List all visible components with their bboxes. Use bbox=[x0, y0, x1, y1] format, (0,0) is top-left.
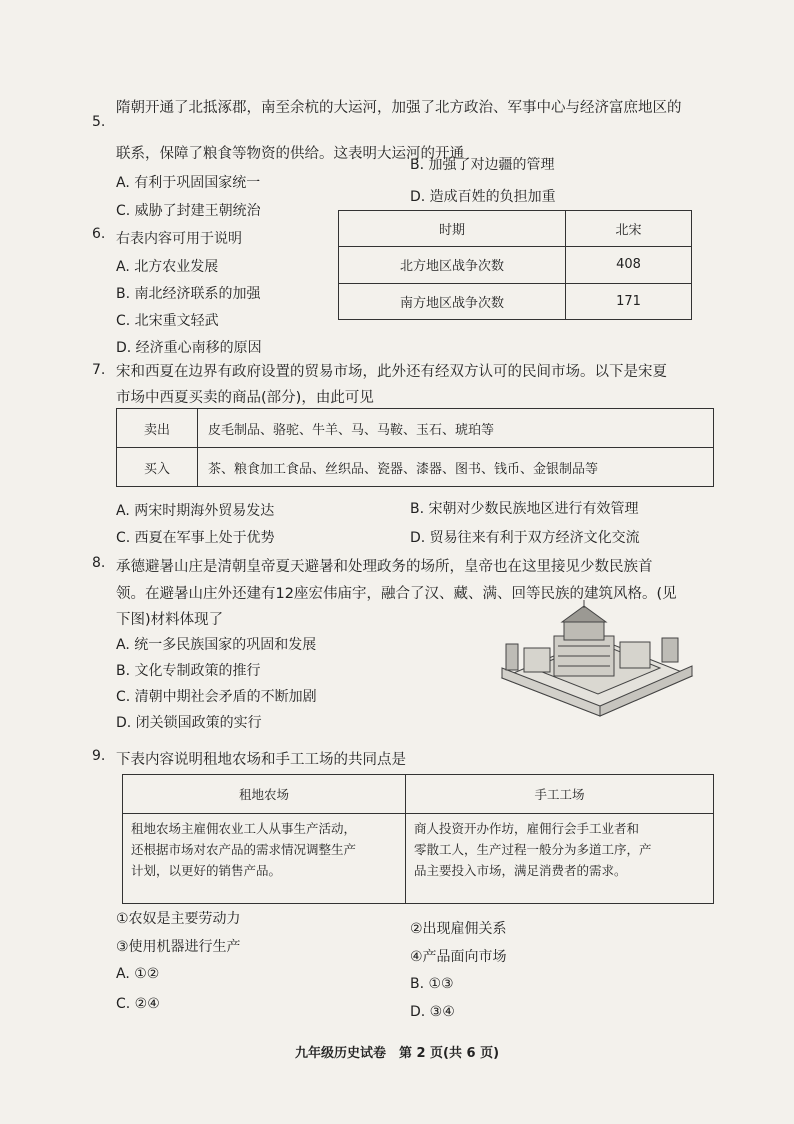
question-number: 7. bbox=[92, 362, 106, 378]
question-stem-line: 宋和西夏在边界有政府设置的贸易市场，此外还有经双方认可的民间市场。以下是宋夏 bbox=[116, 364, 667, 380]
statement-3: ③使用机器进行生产 bbox=[116, 939, 241, 955]
question-stem-line: 承德避暑山庄是清朝皇帝夏天避暑和处理政务的场所，皇帝也在这里接见少数民族首 bbox=[116, 559, 653, 575]
table-cell: 买入 bbox=[117, 448, 198, 487]
option-a: A. ①② bbox=[116, 966, 160, 982]
table-cell: 茶、粮食加工食品、丝织品、瓷器、漆器、图书、钱币、金银制品等 bbox=[198, 448, 714, 487]
table-header-cell: 时期 bbox=[339, 211, 566, 247]
option-d: D. 贸易往来有利于双方经济文化交流 bbox=[410, 530, 640, 546]
cell-line: 还根据市场对农产品的需求情况调整生产 bbox=[131, 842, 357, 857]
table-cell bbox=[406, 814, 714, 904]
option-c: C. 北宋重文轻武 bbox=[116, 313, 219, 329]
table-header-cell: 租地农场 bbox=[123, 775, 406, 814]
table-cell: 南方地区战争次数 bbox=[339, 283, 566, 319]
table-cell: 北方地区战争次数 bbox=[339, 247, 566, 283]
table-header-cell: 北宋 bbox=[566, 211, 692, 247]
statement-4: ④产品面向市场 bbox=[410, 949, 507, 965]
option-b: B. 文化专制政策的推行 bbox=[116, 663, 261, 679]
table-cell: 408 bbox=[566, 247, 692, 283]
comparison-table bbox=[122, 774, 714, 904]
war-count-table bbox=[338, 210, 692, 320]
question-number: 9. bbox=[92, 748, 106, 764]
option-c: C. ②④ bbox=[116, 996, 160, 1012]
option-c: C. 威胁了封建王朝统治 bbox=[116, 203, 261, 219]
table-header-cell: 手工工场 bbox=[406, 775, 714, 814]
table-row bbox=[117, 409, 714, 448]
option-a: A. 北方农业发展 bbox=[116, 259, 219, 275]
table-row bbox=[339, 283, 692, 319]
cell-line: 租地农场主雇佣农业工人从事生产活动， bbox=[131, 821, 357, 836]
temple-illustration bbox=[492, 598, 700, 720]
option-b: B. 南北经济联系的加强 bbox=[116, 286, 261, 302]
question-stem-line: 领。在避暑山庄外还建有12座宏伟庙宇，融合了汉、藏、满、回等民族的建筑风格。(见 bbox=[116, 586, 677, 602]
option-d: D. ③④ bbox=[410, 1004, 455, 1020]
statement-1: ①农奴是主要劳动力 bbox=[116, 911, 241, 927]
cell-line: 计划，以更好的销售产品。 bbox=[131, 863, 282, 878]
question-stem-line: 联系，保障了粮食等物资的供给。这表明大运河的开通 bbox=[116, 146, 464, 162]
option-b: B. 加强了对边疆的管理 bbox=[410, 157, 555, 173]
question-stem-line: 右表内容可用于说明 bbox=[116, 231, 242, 247]
option-b: B. 宋朝对少数民族地区进行有效管理 bbox=[410, 501, 639, 517]
option-d: D. 造成百姓的负担加重 bbox=[410, 189, 556, 205]
table-row bbox=[123, 814, 714, 904]
question-stem-line: 市场中西夏买卖的商品(部分)，由此可见 bbox=[116, 390, 374, 406]
option-d: D. 闭关锁国政策的实行 bbox=[116, 715, 262, 731]
option-b: B. ①③ bbox=[410, 976, 454, 992]
table-cell: 皮毛制品、骆驼、牛羊、马、马鞍、玉石、琥珀等 bbox=[198, 409, 714, 448]
cell-line: 零散工人，生产过程一般分为多道工序，产 bbox=[414, 842, 652, 857]
question-number: 5. bbox=[92, 114, 106, 130]
page-footer: 九年级历史试卷 第 2 页(共 6 页) bbox=[294, 1046, 500, 1061]
question-stem-line: 下图)材料体现了 bbox=[116, 612, 224, 628]
question-stem-line: 隋朝开通了北抵涿郡，南至余杭的大运河，加强了北方政治、军事中心与经济富庶地区的 bbox=[116, 100, 682, 116]
question-stem-line: 下表内容说明租地农场和手工工场的共同点是 bbox=[116, 752, 406, 768]
trade-goods-table bbox=[116, 408, 714, 487]
table-cell: 卖出 bbox=[117, 409, 198, 448]
option-d: D. 经济重心南移的原因 bbox=[116, 340, 262, 356]
table-row bbox=[123, 775, 714, 814]
question-number: 6. bbox=[92, 226, 106, 242]
table-row bbox=[117, 448, 714, 487]
option-c: C. 西夏在军事上处于优势 bbox=[116, 530, 275, 546]
cell-line: 商人投资开办作坊，雇佣行会手工业者和 bbox=[414, 821, 640, 836]
option-a: A. 有利于巩固国家统一 bbox=[116, 175, 261, 191]
table-cell: 171 bbox=[566, 283, 692, 319]
table-row bbox=[339, 247, 692, 283]
table-cell bbox=[123, 814, 406, 904]
statement-2: ②出现雇佣关系 bbox=[410, 921, 507, 937]
option-c: C. 清朝中期社会矛盾的不断加剧 bbox=[116, 689, 317, 705]
option-a: A. 两宋时期海外贸易发达 bbox=[116, 503, 275, 519]
table-row bbox=[339, 211, 692, 247]
question-number: 8. bbox=[92, 555, 106, 571]
option-a: A. 统一多民族国家的巩固和发展 bbox=[116, 637, 317, 653]
cell-line: 品主要投入市场，满足消费者的需求。 bbox=[414, 863, 627, 878]
